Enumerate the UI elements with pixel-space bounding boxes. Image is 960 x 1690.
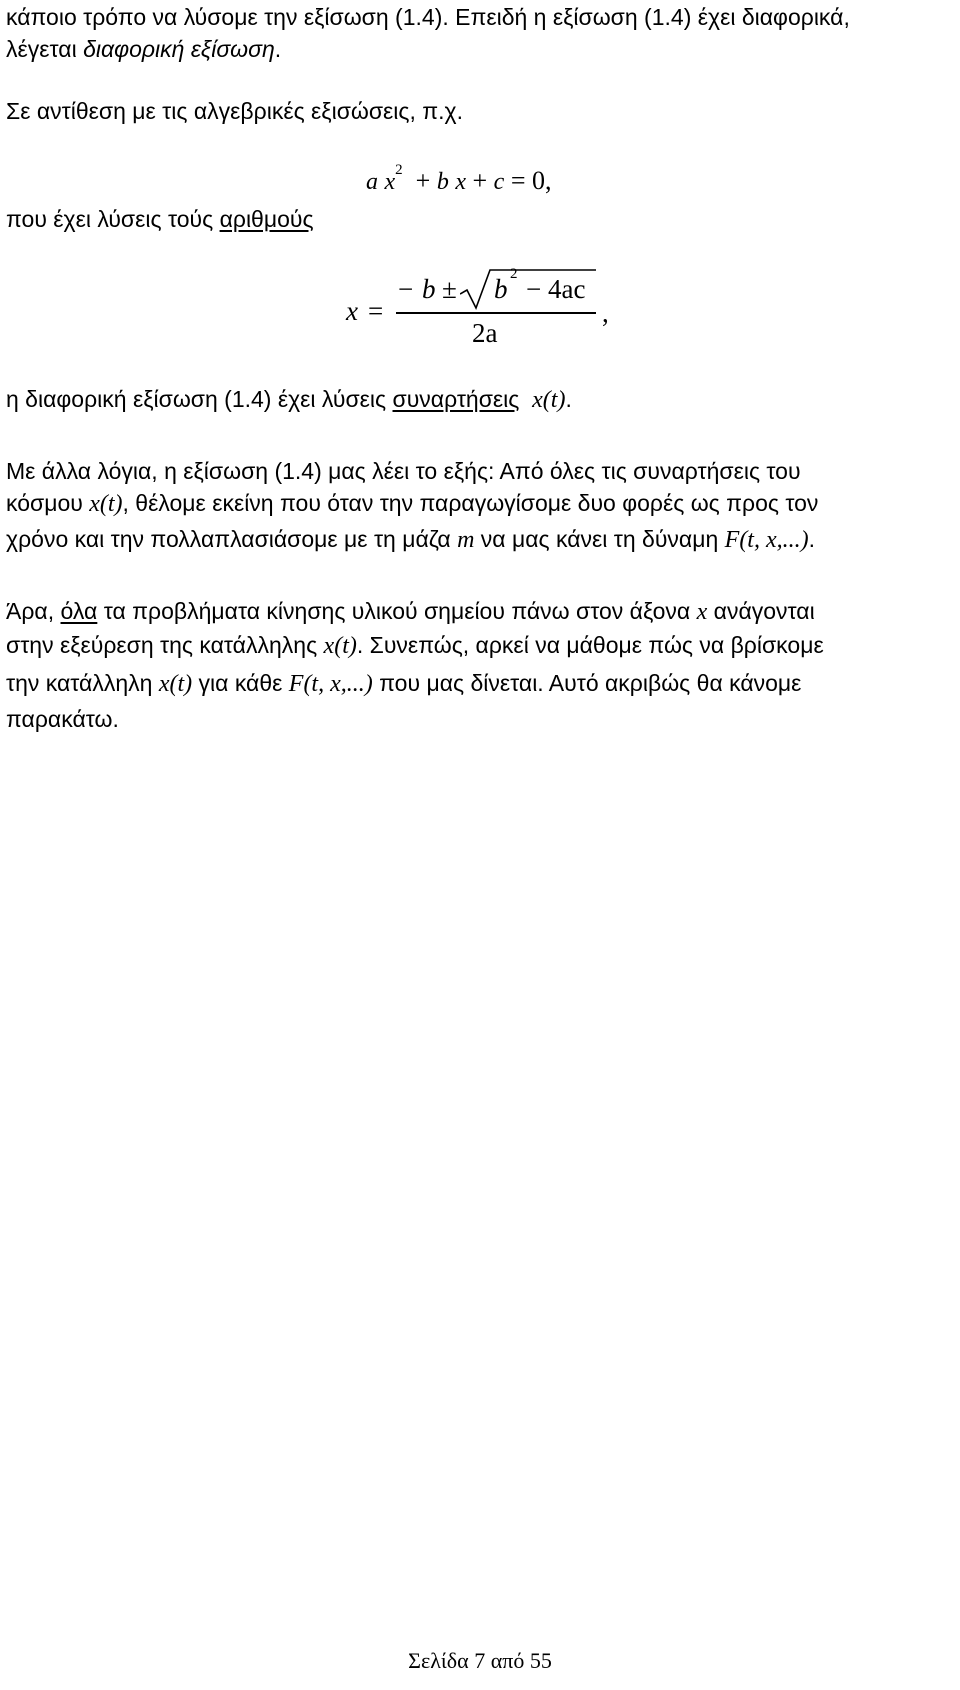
eq-equals: =: [510, 166, 526, 195]
text: που μας δίνεται. Αυτό ακριβώς θα κάνομε: [372, 670, 802, 696]
eq-x: x: [384, 169, 396, 195]
text: λέγεται: [6, 36, 84, 62]
text: , θέλομε εκείνη που όταν την παραγωγίσομε δυο φορές ως προς τον: [122, 490, 819, 516]
eq-x2: x: [455, 169, 466, 195]
underlined-functions: συναρτήσεις: [392, 386, 520, 412]
formula-exponent: 2: [510, 266, 518, 282]
text: στην εξεύρεση της κατάλληλης: [6, 632, 324, 658]
text: .: [274, 36, 282, 62]
underlined-all: όλα: [60, 598, 98, 624]
text: .: [565, 386, 572, 412]
page-footer: [0, 1648, 960, 1674]
math-x-of-t: x(t): [532, 387, 566, 413]
formula-b: b: [422, 274, 436, 304]
text: . Συνεπώς, αρκεί να μάθομε πώς να βρίσκομε: [356, 632, 824, 658]
formula-comma: ,: [602, 298, 609, 328]
text: Άρα,: [6, 598, 61, 624]
eq-exponent: 2: [395, 162, 403, 178]
text: για κάθε: [192, 670, 289, 696]
text: να μας κάνει τη δύναμη: [474, 526, 725, 552]
text: που έχει λύσεις τούς: [6, 206, 220, 232]
total-pages: 55: [529, 1648, 552, 1673]
math-x-of-t: x(t): [158, 671, 193, 697]
paragraph4-line4: παρακάτω.: [6, 706, 119, 732]
paragraph4-line1: [6, 598, 815, 626]
underlined-numbers: αριθμούς: [219, 206, 314, 232]
paragraph1-line2: [6, 36, 281, 63]
math-mass-m: m: [457, 527, 475, 553]
formula-denominator: 2a: [472, 318, 498, 348]
formula-minus2: −: [526, 274, 542, 304]
formula-minus: −: [398, 274, 414, 304]
paragraph2-intro: Σε αντίθεση με τις αλγεβρικές εξισώσεις, π.χ.: [6, 98, 464, 124]
page-number: 7: [474, 1648, 486, 1673]
math-x-of-t: x(t): [89, 491, 123, 517]
formula-x: x: [346, 296, 358, 326]
eq-c: c: [493, 169, 505, 195]
paragraph4-line3: [6, 670, 801, 698]
formula-4ac: 4ac: [548, 274, 586, 304]
text: .: [808, 526, 816, 552]
formula-equals: =: [368, 296, 384, 326]
paragraph3-line3: [6, 526, 815, 554]
formula-b2: b: [494, 274, 508, 304]
math-axis-x: x: [696, 599, 708, 625]
text: κόσμου: [6, 490, 90, 516]
paragraph3-line2: [6, 490, 818, 518]
formula-plus-minus: ±: [442, 274, 457, 304]
fraction-bar: [396, 312, 596, 314]
footer-text: από: [485, 1648, 530, 1673]
text: τα προβλήματα κίνησης υλικού σημείου πάνω στον άξονα: [97, 598, 697, 624]
text: χρόνο και την πολλαπλασιάσομε με τη μάζα: [6, 526, 458, 552]
paragraph3-line1: Με άλλα λόγια, η εξίσωση (1.4) μας λέει το εξής: Από όλες τις συναρτήσεις του: [6, 458, 801, 484]
term-differential-equation: διαφορική εξίσωση: [83, 36, 275, 62]
quadratic-formula: [346, 266, 609, 358]
math-force: F(t, x,...): [288, 671, 373, 697]
eq-b: b: [436, 169, 449, 195]
eq-zero: 0: [531, 166, 545, 195]
quadratic-equation: [366, 162, 552, 196]
text: η διαφορική εξίσωση (1.4) έχει λύσεις: [6, 386, 393, 412]
math-force: F(t, x,...): [724, 527, 809, 553]
eq-plus2: +: [472, 166, 488, 195]
paragraph2-roots: [6, 206, 314, 233]
paragraph1-line1: κάποιο τρόπο να λύσομε την εξίσωση (1.4). Επειδή η εξίσωση (1.4) έχει διαφορικά,: [6, 4, 850, 30]
text: ανάγονται: [707, 598, 815, 624]
math-x-of-t: x(t): [323, 633, 357, 659]
eq-plus: +: [415, 166, 431, 195]
eq-a: a: [366, 169, 378, 195]
text: την κατάλληλη: [6, 670, 159, 696]
paragraph4-line2: [6, 632, 824, 660]
paragraph2-differential: [6, 386, 572, 414]
footer-text: Σελίδα: [408, 1648, 475, 1673]
eq-comma: ,: [544, 166, 552, 195]
